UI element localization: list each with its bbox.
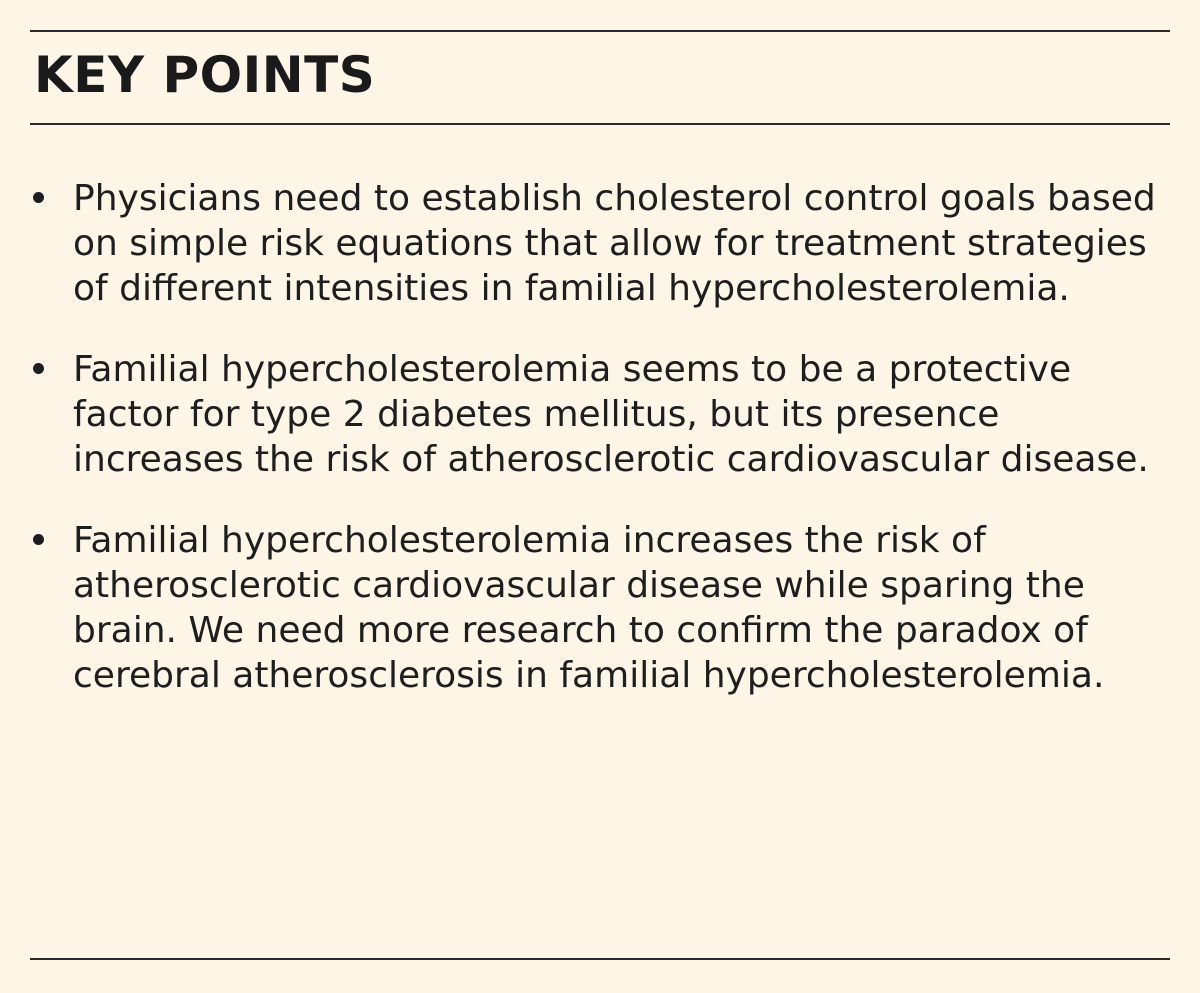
bullet-icon: [33, 192, 44, 203]
list-item: [30, 347, 1170, 482]
key-points-box: [30, 30, 1170, 960]
point-text: Familial hypercholesterolemia seems to be a protective factor for type 2 diabetes mellitus, but its presence increases the risk of atherosclerotic cardiovascular disease.: [73, 349, 1149, 480]
list-item: [30, 518, 1170, 698]
list-item: [30, 176, 1170, 311]
bottom-rule: [30, 958, 1170, 960]
key-points-list: [30, 176, 1170, 734]
section-heading: KEY POINTS: [34, 46, 376, 104]
bullet-icon: [33, 363, 44, 374]
bullet-icon: [33, 534, 44, 545]
heading-rule: [30, 123, 1170, 125]
point-text: Familial hypercholesterolemia increases the risk of atherosclerotic cardiovascular disease while sparing the brain. We need more research to confirm the paradox of cerebral atherosclerosis in familial hypercholesterolemia.: [73, 520, 1105, 696]
point-text: Physicians need to establish cholesterol control goals based on simple risk equations that allow for treatment strategies of different intensities in familial hypercholesterolemia.: [73, 178, 1156, 309]
top-rule: [30, 30, 1170, 32]
